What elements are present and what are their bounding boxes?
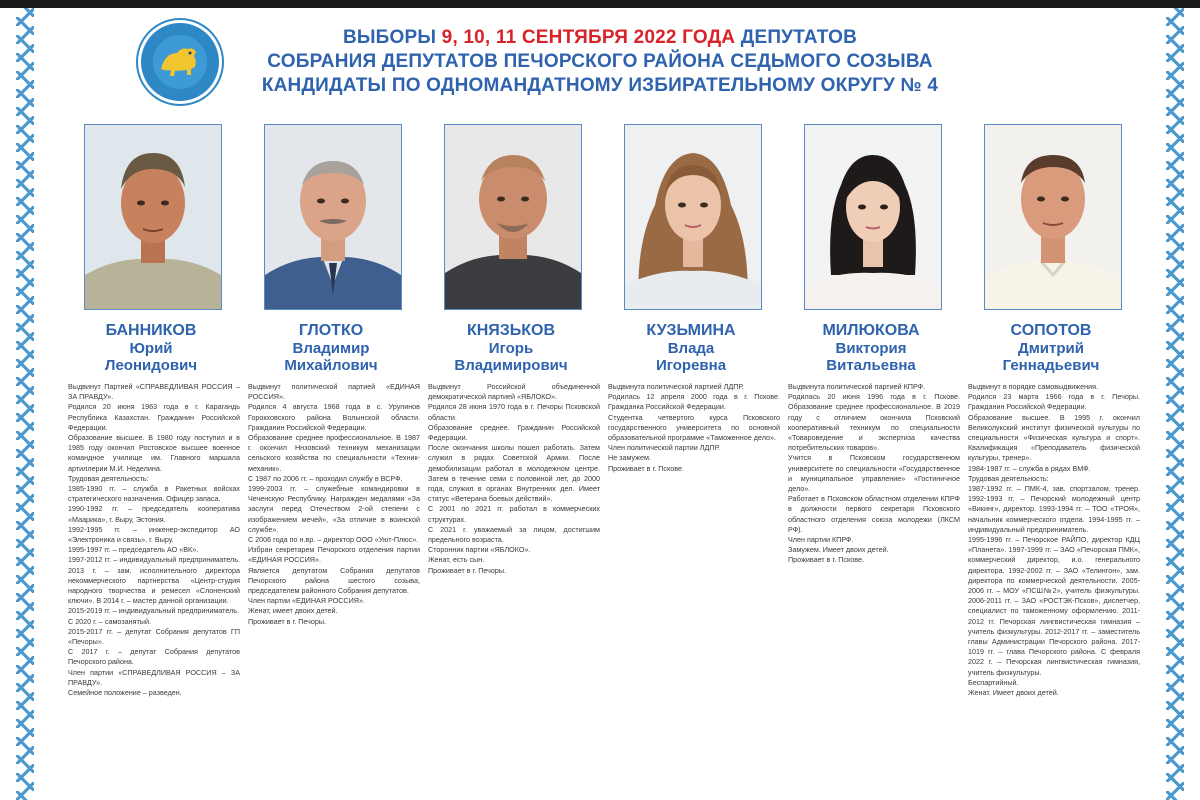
bio-paragraph: Выдвинут политической партией «ЕДИНАЯ РОССИЯ». — [248, 382, 420, 402]
bio-paragraph: Выдвинут Российской объединенной демократической партией «ЯБЛОКО». — [428, 382, 600, 402]
bio-paragraph: Родилась 12 апреля 2000 года в г. Пскове. Гражданка Российской Федерации. — [608, 392, 780, 412]
candidate-name: Виктория — [835, 340, 907, 357]
bio-paragraph: 1987-1992 гг. – ПМК-4, зав. спортзалом, тренер. 1992-1993 гг. – Печорский молодежный центр «Викинг», директор. 1993-1994 гг. – ТОО «ТРОЯ», начальник коммерческого отдела. 1994-1995 гг. – индивидуальный предприниматель. — [968, 484, 1140, 534]
bio-paragraph: Трудовая деятельность: — [968, 473, 1049, 483]
bio-paragraph: После окончания школы пошел работать. Затем служил в рядах Советской Армии. После демобилизации работал в молодежном центре. Затем в течение семи с половиной лет, до 2000 года, служил в органах Внутренних дел. Имеет статус «Ветерана боевых действий». — [428, 443, 600, 504]
candidate-card — [962, 116, 1140, 800]
bio-paragraph: С 1987 по 2006 гг. – проходил службу в ВСРФ. — [248, 473, 403, 483]
bio-paragraph: С 2001 по 2021 гг. работал в коммерческих структурах. — [428, 504, 600, 524]
title-line-1 — [230, 26, 970, 50]
bio-paragraph: Проживает в г. Пскове. — [788, 555, 864, 565]
candidate-patronymic: Леонидович — [104, 357, 198, 374]
candidates-row — [62, 116, 1148, 800]
left-ornament-border — [8, 8, 42, 800]
bio-paragraph: Родилась 20 июня 1996 года в г. Пскове. Образование среднее профессиональное. В 2019 году с отличием окончила Псковский кооперативный техникум по специальности «Товароведение и экспертиза качества потребительских товаров». — [788, 392, 960, 453]
candidate-surname: КУЗЬМИНА — [646, 322, 736, 339]
bio-paragraph: Выдвинут в порядке самовыдвижения. — [968, 382, 1098, 391]
bio-paragraph: Член партии «СПРАВЕДЛИВАЯ РОССИЯ – ЗА ПРАВДУ». — [68, 667, 240, 687]
bio-paragraph: Образование высшее. В 1980 году поступил и в 1985 году окончил Ростовское высшее военное командное училище им. Главного маршала артиллерии М.И. Неделина. — [68, 433, 240, 473]
bio-paragraph: Член партии «ЕДИНАЯ РОССИЯ». — [248, 596, 365, 606]
candidate-bio — [248, 382, 420, 800]
candidate-name: Игорь — [488, 340, 534, 357]
candidate-name: Дмитрий — [1018, 340, 1084, 357]
bio-paragraph: Родился 4 августа 1968 года в с. Урупинов Горокховского района Волынской области. Гражданин Российской Федерации. — [248, 402, 420, 432]
bio-paragraph: Беспартийный. — [968, 677, 1019, 687]
candidate-surname: КНЯЗЬКОВ — [466, 322, 556, 339]
candidate-surname: МИЛЮКОВА — [822, 322, 920, 339]
bio-paragraph: Образование высшее. В 1995 г. окончил Великолукский институт физической культуры по специальности «Физическая культура и спорт». Квалификация «Преподаватель физической культуры, тренер». — [968, 412, 1140, 463]
bio-paragraph: 1984-1987 гг. – служба в рядах ВМФ. — [968, 463, 1091, 473]
bio-paragraph: Родился 28 июня 1970 года в г. Печоры Псковской области. — [428, 402, 600, 422]
bio-paragraph: 1995-1996 гг. – Печорское РАЙПО, директор КДЦ «Планета». 1997-1999 гг. – ЗАО «Печорская ПМК», коммерческий директор, и.о. генерального директора. 1992-2002 гг. – ЗАО «Телингон», зам. директора по коммерческой деятельности. 2005-2006 гг. – МОУ «ПСШ№2», учитель физкультуры. 2006-2011 гг. – ЗАО «РОСТЭК-Псков», диспетчер, специалист по таможенному оформлению. 2011-2012 гг. Печорская лингвистическая гимназия – учитель физкультуры. 2012-2017 гг. – заместитель главы Администрации Печорского района. 2017-1019 гг. – глава Печорского района. С февраля 2022 г. – Печорская лингвистическая гимназия, учитель физкультуры. — [968, 535, 1140, 677]
bio-paragraph: 1985-1990 гг. – служба в Ракетных войсках стратегического назначения. Офицер запаса. — [68, 484, 240, 504]
candidate-card — [422, 116, 600, 800]
bio-paragraph: Замужем. Имеет двоих детей. — [788, 545, 889, 555]
candidate-bio — [68, 382, 240, 800]
title-dates: 9, 10, 11 СЕНТЯБРЯ 2022 ГОДА — [441, 27, 736, 48]
election-commission-logo — [138, 20, 222, 104]
title-line-2: СОБРАНИЯ ДЕПУТАТОВ ПЕЧОРСКОГО РАЙОНА СЕДЬМОГО СОЗЫВА — [267, 51, 933, 72]
candidate-patronymic: Геннадьевич — [1002, 357, 1100, 374]
bio-paragraph: Избран секретарем Печорского отделения партии «ЕДИНАЯ РОССИЯ». — [248, 545, 420, 565]
bio-paragraph: С 2017 г. – депутат Собрания депутатов Печорского района. — [68, 647, 240, 667]
bio-paragraph: Член партии КПРФ. — [788, 535, 854, 545]
candidate-photo — [84, 124, 222, 310]
candidate-card — [62, 116, 240, 800]
bio-paragraph: 1999-2003 гг. – служебные командировки в Чеченскую Республику. Награжден медалями «За заслуги перед Отечеством 2-ой степени с изображением мечей», «За отличие в воинской службе». — [248, 484, 420, 534]
candidate-name: Влада — [667, 340, 715, 357]
bio-paragraph: 1995-1997 гг. – председатель АО «ВК». — [68, 545, 199, 555]
candidate-patronymic: Михайлович — [284, 357, 378, 374]
candidate-name: Юрий — [129, 340, 173, 357]
bio-paragraph: Женат, имеет двоих детей. — [248, 606, 338, 616]
candidate-photo — [624, 124, 762, 310]
bio-paragraph: Проживает в г. Пскове. — [608, 463, 684, 473]
bio-paragraph: 1990-1992 гг. – председатель кооператива «Маарика», г. Выру, Эстония. — [68, 504, 240, 524]
screen-top-bar — [0, 0, 1200, 8]
candidate-card — [602, 116, 780, 800]
bio-paragraph: Учится в Псковском государственном университете по специальности «Государственное и муниципальное управление» «Гостиничное дело». — [788, 453, 960, 494]
candidate-card — [242, 116, 420, 800]
poster-title — [230, 26, 970, 98]
bio-paragraph: Семейное положение – разведен. — [68, 688, 182, 698]
candidate-card — [782, 116, 960, 800]
right-ornament-border — [1158, 8, 1192, 800]
bio-paragraph: Женат, есть сын. — [428, 555, 485, 565]
bio-paragraph: 1992-1995 гг. – инженер-экспедитор АО «Электроника и связь», г. Выру. — [68, 524, 240, 545]
bio-paragraph: 1997-2012 гг. – индивидуальный предприниматель. 2013 г. – зам. исполнительного директора некоммерческого партнерства «Центр-студия народного творчества и ремесел «Слоненский ключи». В 2014 г. – мастер данной организации. — [68, 555, 240, 606]
candidate-bio — [608, 382, 780, 800]
candidate-patronymic: Витальевна — [826, 357, 916, 374]
bio-paragraph: Член политической партии ЛДПР. — [608, 443, 720, 453]
candidate-bio — [968, 382, 1140, 800]
bio-paragraph: Женат. Имеет двоих детей. — [968, 688, 1059, 698]
bio-paragraph: Работает в Псковском областном отделении КПРФ в должности первого секретаря Псковского областного отделения союза молодежи (ЛКСМ РФ). — [788, 494, 960, 534]
bio-paragraph: Образование среднее профессиональное. В 1987 г. окончил Ннзовский техникум механизации сельского хозяйства по специальности «Техник-механик». — [248, 433, 420, 473]
candidate-photo — [984, 124, 1122, 310]
bio-paragraph: Родился 20 июня 1963 года в г. Карагандь Республика Казахстан. Гражданин Российской Федерации. — [68, 402, 240, 432]
candidate-patronymic: Игоревна — [655, 357, 727, 374]
bio-paragraph: 2015-2017 гг. – депутат Собрания депутатов ГП «Печоры». — [68, 626, 240, 647]
bio-paragraph: Проживает в г. Печоры. — [428, 565, 507, 575]
bio-paragraph: Сторонник партии «ЯБЛОКО». — [428, 545, 531, 555]
bio-paragraph: С 2021 г. уважаемый за лицом, достигшим предельного возраста. — [428, 524, 600, 545]
bio-paragraph: Выдвинута политической партией КПРФ. — [788, 382, 926, 391]
title-line-3: КАНДИДАТЫ ПО ОДНОМАНДАТНОМУ ИЗБИРАТЕЛЬНОМУ ОКРУГУ № 4 — [261, 75, 939, 96]
candidate-photo — [804, 124, 942, 310]
bio-paragraph: Трудовая деятельность: — [68, 473, 149, 483]
title-elections-word: ВЫБОРЫ — [342, 27, 437, 48]
candidate-photo — [264, 124, 402, 310]
candidate-name: Владимир — [292, 340, 370, 357]
bio-paragraph: С 2006 года по н.вр. – директор ООО «Уют-Плюс». — [248, 535, 419, 545]
candidate-surname: СОПОТОВ — [1010, 322, 1092, 339]
title-deputies-word: ДЕПУТАТОВ — [740, 27, 858, 48]
bio-paragraph: С 2020 г. – самозанятый. — [68, 616, 151, 626]
bio-paragraph: Проживает в г. Печоры. — [248, 616, 327, 626]
bio-paragraph: Студентка четвертого курса Псковского государственного университета по основной образовательной программе «Таможенное дело». — [608, 412, 780, 443]
bio-paragraph: Выдвинут Партией «СПРАВЕДЛИВАЯ РОССИЯ – ЗА ПРАВДУ». — [68, 382, 240, 402]
bio-paragraph: 2015-2019 гг. – индивидуальный предприниматель. — [68, 606, 240, 616]
candidate-surname: ГЛОТКО — [298, 322, 364, 339]
candidate-bio — [428, 382, 600, 800]
bio-paragraph: Выдвинута политической партией ЛДПР. — [608, 382, 744, 391]
election-poster — [0, 8, 1200, 800]
candidate-surname: БАННИКОВ — [105, 322, 197, 339]
bio-paragraph: Не замужем. — [608, 453, 651, 463]
bio-paragraph: Является депутатом Собрания депутатов Печорского района шестого созыва, председателем районного Собрания депутатов. — [248, 565, 420, 596]
candidate-patronymic: Владимирович — [454, 357, 568, 374]
candidate-photo — [444, 124, 582, 310]
bio-paragraph: Образование среднее. Гражданин Российской Федерации. — [428, 422, 600, 443]
bio-paragraph: Родился 23 марта 1966 года в г. Печоры. Гражданин Российской Федерации. — [968, 392, 1140, 412]
candidate-bio — [788, 382, 960, 800]
